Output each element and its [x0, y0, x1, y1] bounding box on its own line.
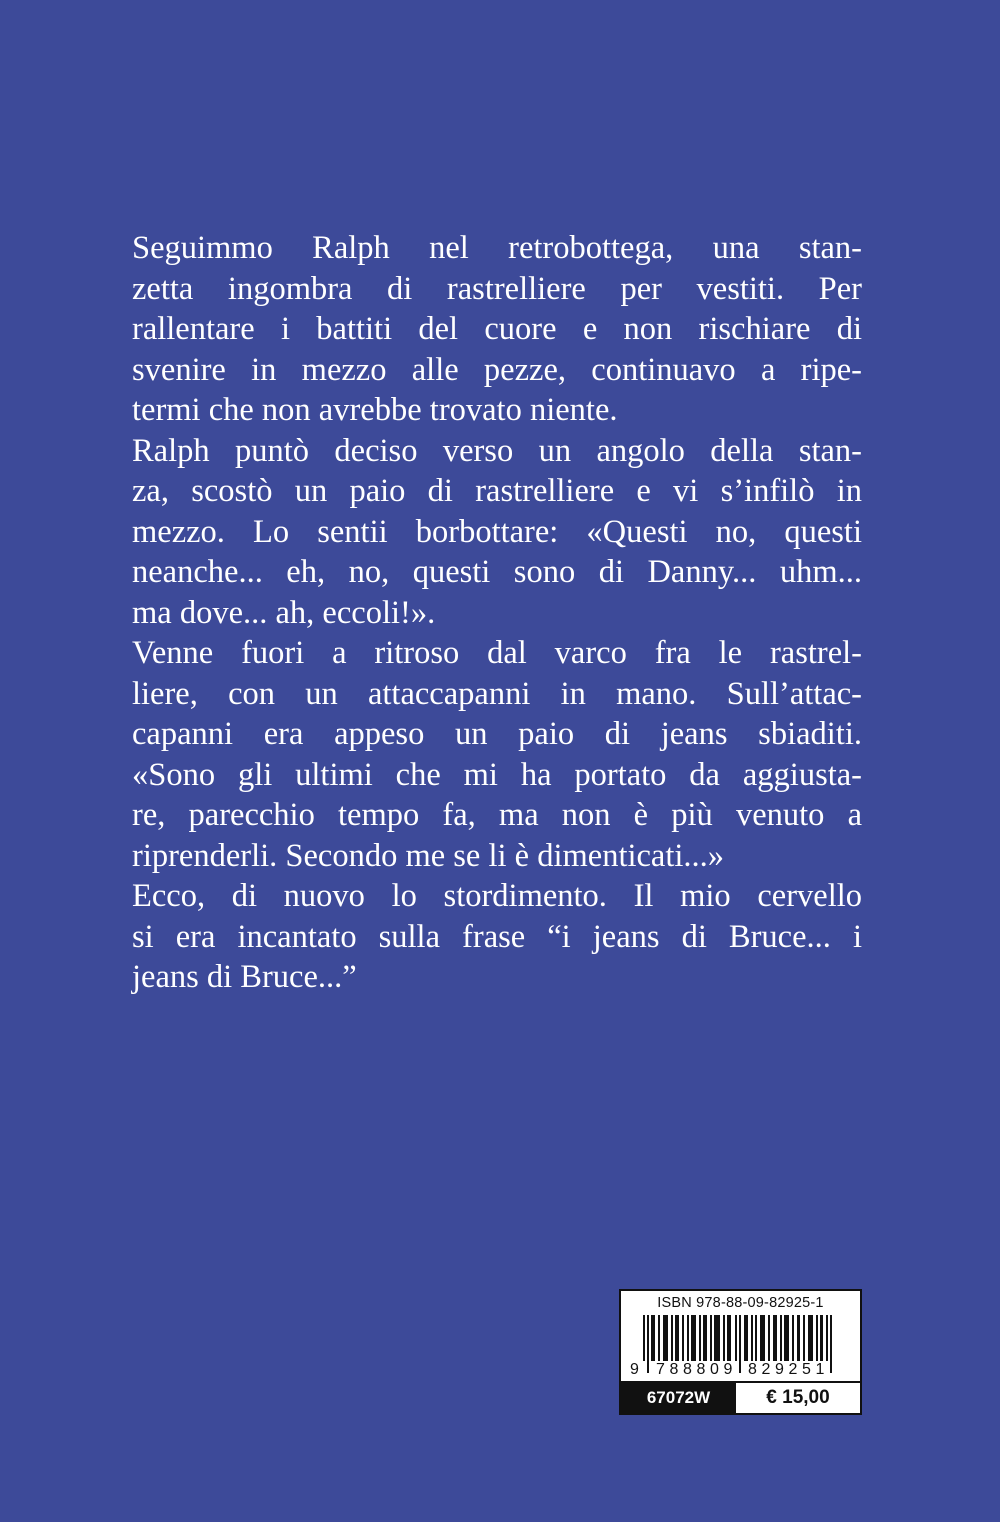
product-code: 67072W	[621, 1383, 736, 1413]
blurb-line: Ecco, di nuovo lo stordimento. Il mio cervello	[132, 878, 862, 914]
barcode-digits	[629, 1361, 855, 1381]
price-row	[621, 1381, 860, 1413]
barcode-digits-left: 788809	[656, 1361, 737, 1378]
blurb-line: re, parecchio tempo fa, ma non è più venuto a	[132, 797, 862, 833]
blurb-line: neanche... eh, no, questi sono di Danny... uhm...	[132, 554, 862, 590]
blurb-line: zetta ingombra di rastrelliere per vestiti. Per	[132, 270, 862, 307]
isbn-barcode-label	[619, 1289, 862, 1415]
price-label: € 15,00	[736, 1383, 860, 1413]
blurb-line: mezzo. Lo sentii borbottare: «Questi no, questi	[132, 513, 862, 550]
blurb-line: Venne fuori a ritroso dal varco fra le rastrel-	[132, 635, 862, 671]
blurb-line: jeans di Bruce...”	[132, 959, 357, 995]
isbn-number: ISBN 978-88-09-82925-1	[657, 1295, 824, 1311]
blurb-line: Seguimmo Ralph nel retrobottega, una stan-	[132, 230, 862, 266]
blurb-line: Ralph puntò deciso verso un angolo della stan-	[132, 432, 862, 469]
barcode-digit-prefix: 9	[630, 1361, 644, 1378]
blurb-line: «Sono gli ultimi che mi ha portato da aggiusta-	[132, 756, 862, 793]
blurb-line: rallentare i battiti del cuore e non rischiare di	[132, 311, 862, 347]
blurb-line: riprenderli. Secondo me se li è dimenticati...»	[132, 837, 725, 874]
blurb-line: capanni era appeso un paio di jeans sbiaditi.	[132, 716, 862, 752]
blurb-text	[132, 228, 862, 998]
blurb-line: ma dove... ah, eccoli!».	[132, 594, 436, 631]
blurb-line: si era incantato sulla frase “i jeans di Bruce... i	[132, 918, 862, 955]
barcode-digits-right: 829251	[748, 1361, 829, 1378]
blurb-line: svenire in mezzo alle pezze, continuavo a ripe-	[132, 351, 862, 388]
blurb-line: termi che non avrebbe trovato niente.	[132, 392, 618, 428]
blurb-line: liere, con un attaccapanni in mano. Sull’attac-	[132, 675, 862, 712]
blurb-line: za, scostò un paio di rastrelliere e vi s’infilò in	[132, 473, 862, 509]
